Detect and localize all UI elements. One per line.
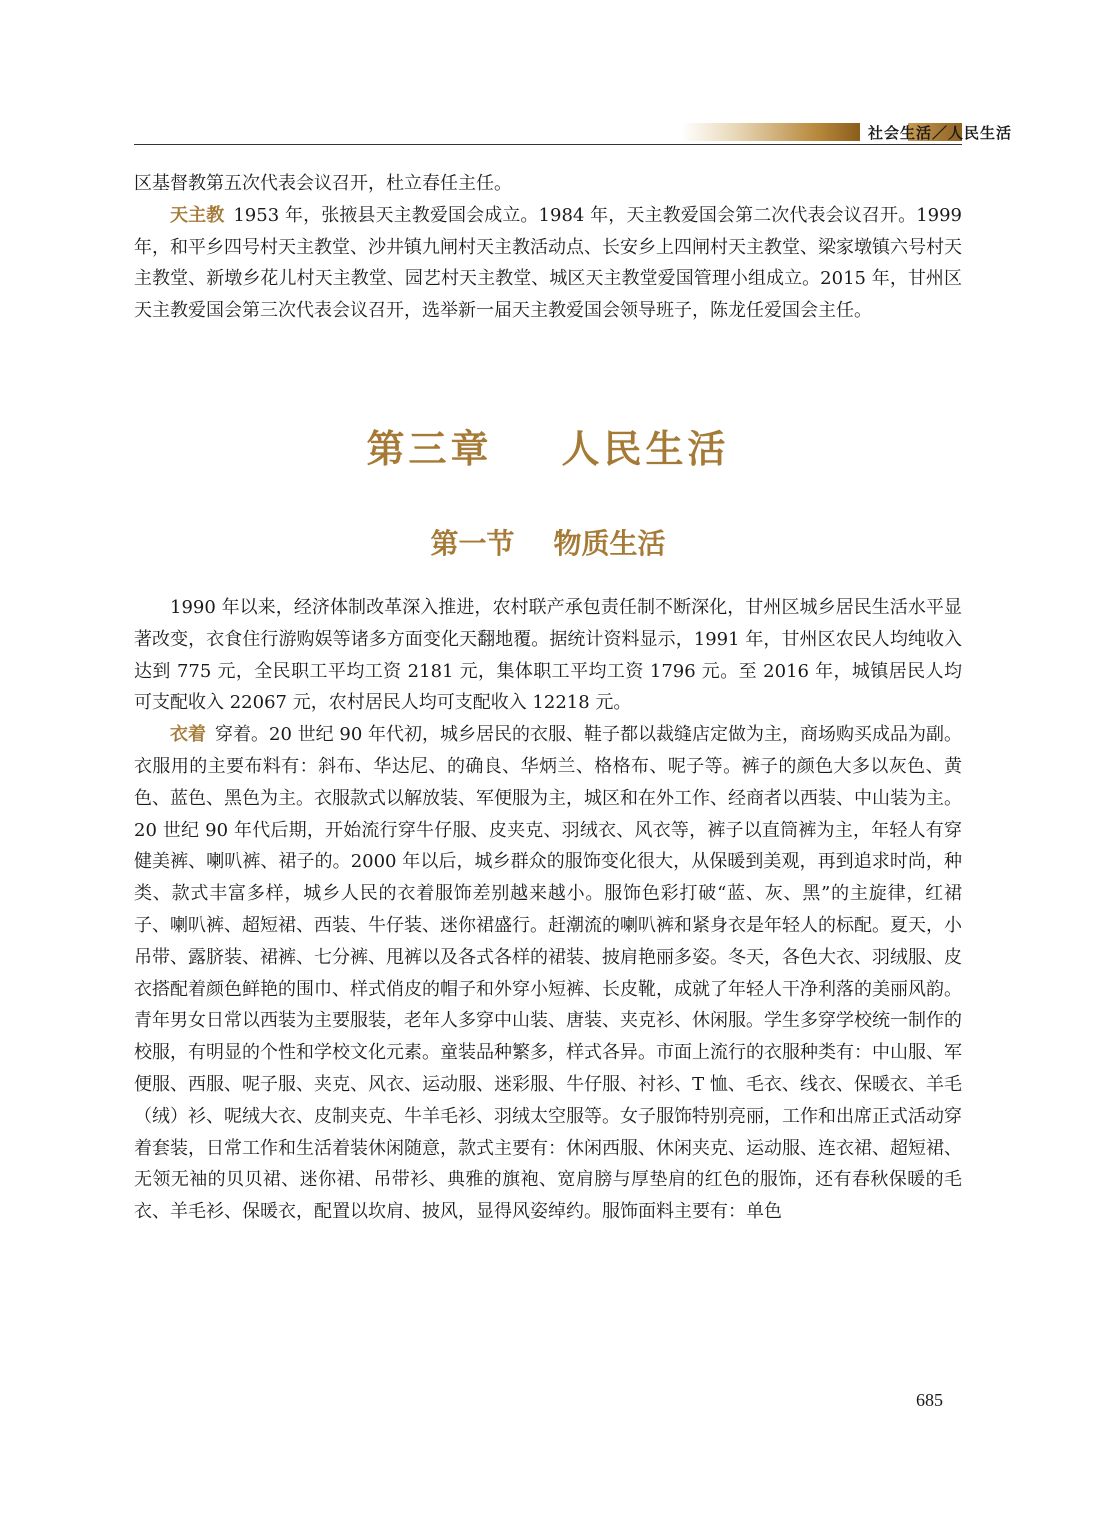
- page-number: 685: [916, 1390, 943, 1410]
- catholic-keyword: 天主教: [170, 204, 225, 226]
- header-gradient-bar: [682, 123, 860, 141]
- main-text-block: [134, 592, 962, 1228]
- header-section-label: 社会生活／人民生活: [868, 124, 1013, 142]
- clothing-text: 穿着。20 世纪 90 年代初，城乡居民的衣服、鞋子都以裁缝店定做为主，商场购买成品为副。衣服用的主要布料有：斜布、华达尼、的确良、华炳兰、格格布、呢子等。裤子的颜色大多以灰色、黄色、蓝色、黑色为主。衣服款式以解放装、军便服为主，城区和在外工作、经商者以西装、中山装为主。20 世纪 90 年代后期，开始流行穿牛仔服、皮夹克、羽绒衣、风衣等，裤子以直筒裤为主，年轻人有穿健美裤、喇叭裤、裙子的。2000 年以后，城乡群众的服饰变化很大，从保暖到美观，再到追求时尚，种类、款式丰富多样，城乡人民的衣着服饰差别越来越小。服饰色彩打破“蓝、灰、黑”的主旋律，红裙子、喇叭裤、超短裙、西装、牛仔装、迷你裙盛行。赶潮流的喇叭裤和紧身衣是年轻人的标配。夏天，小吊带、露脐装、裙裤、七分裤、甩裤以及各式各样的裙装、披肩艳丽多姿。冬天，各色大衣、羽绒服、皮衣搭配着颜色鲜艳的围巾、样式俏皮的帽子和外穿小短裤、长皮靴，成就了年轻人干净利落的美丽风韵。青年男女日常以西装为主要服装，老年人多穿中山装、唐装、夹克衫、休闲服。学生多穿学校统一制作的校服，有明显的个性和学校文化元素。童装品种繁多，样式各异。市面上流行的衣服种类有：中山服、军便服、西服、呢子服、夹克、风衣、运动服、迷彩服、牛仔服、衬衫、T 恤、毛衣、线衣、保暖衣、羊毛（绒）衫、呢绒大衣、皮制夹克、牛羊毛衫、羽绒太空服等。女子服饰特别亮丽，工作和出席正式活动穿着套装，日常工作和生活着装休闲随意，款式主要有：休闲西服、休闲夹克、运动服、连衣裙、超短裙、无领无袖的贝贝裙、迷你裙、吊带衫、典雅的旗袍、宽肩膀与厚垫肩的红色的服饰，还有春秋保暖的毛衣、羊毛衫、保暖衣，配置以坎肩、披风，显得风姿绰约。服饰面料主要有：单色: [134, 724, 963, 1223]
- section-title: 第一节 物质生活: [430, 527, 666, 560]
- catholic-paragraph: [134, 200, 962, 327]
- clothing-keyword: 衣着: [170, 724, 207, 746]
- continuation-paragraph: 区基督教第五次代表会议召开，杜立春任主任。: [134, 173, 512, 194]
- clothing-paragraph: [134, 719, 962, 1228]
- chapter-title: 第三章 人民生活: [366, 427, 730, 471]
- top-text-block: [134, 168, 962, 327]
- header-rule: [134, 144, 962, 145]
- intro-paragraph: 1990 年以来，经济体制改革深入推进，农村联产承包责任制不断深化，甘州区城乡居民生活水平显著改变，衣食住行游购娱等诸多方面变化天翻地覆。据统计资料显示，1991 年，甘州区农民人均纯收入达到 775 元，全民职工平均工资 2181 元，集体职工平均工资 1796 元。至 2016 年，城镇居民人均可支配收入 22067 元，农村居民人均可支配收入 12218 元。: [134, 597, 962, 714]
- catholic-text: 1953 年，张掖县天主教爱国会成立。1984 年，天主教爱国会第二次代表会议召开。1999 年，和平乡四号村天主教堂、沙井镇九闸村天主教活动点、长安乡上四闸村天主教堂、梁家墩镇六号村天主教堂、新墩乡花儿村天主教堂、园艺村天主教堂、城区天主教堂爱国管理小组成立。2015 年，甘州区天主教爱国会第三次代表会议召开，选举新一届天主教爱国会领导班子，陈龙任爱国会主任。: [134, 204, 962, 322]
- running-header: [134, 119, 1013, 145]
